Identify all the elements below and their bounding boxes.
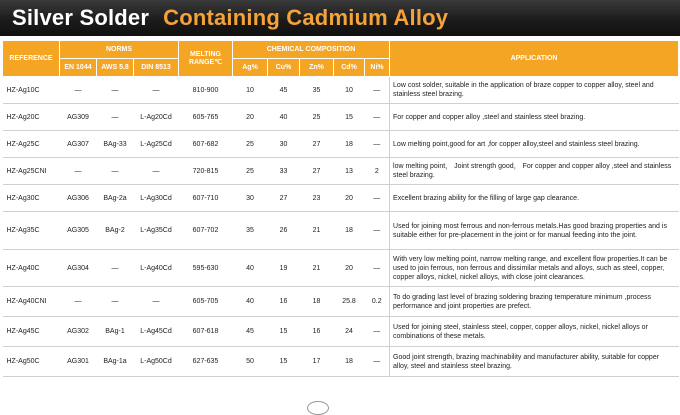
cell-application: low melting point， Joint strength good， For copper and copper alloy ,steel and stainless steel brazing. — [390, 158, 679, 185]
cell-cd: 18 — [334, 131, 365, 158]
cell-din-8513: L-Ag25Cd — [134, 131, 179, 158]
cell-aws-5-8: — — [97, 77, 134, 104]
cell-din-8513: L-Ag35Cd — [134, 212, 179, 250]
cell-cd: 18 — [334, 212, 365, 250]
header-cu-percent: Cu% — [268, 59, 300, 77]
cell-cd: 13 — [334, 158, 365, 185]
header-cd-percent: Cd% — [334, 59, 365, 77]
cell-aws-5-8: — — [97, 104, 134, 131]
cell-melting-range: 720-815 — [179, 158, 233, 185]
cell-din-8513: L-Ag30Cd — [134, 185, 179, 212]
cell-en-1044: AG309 — [60, 104, 97, 131]
cell-cu: 16 — [268, 287, 300, 317]
cell-din-8513: — — [134, 158, 179, 185]
cell-ag: 10 — [233, 77, 268, 104]
title-containing-cadmium-alloy: Containing Cadmium Alloy — [163, 5, 449, 30]
cell-zn: 25 — [300, 104, 334, 131]
cell-en-1044: AG302 — [60, 317, 97, 347]
cell-din-8513: L-Ag40Cd — [134, 250, 179, 287]
title-banner — [0, 0, 680, 36]
table-row — [3, 185, 679, 212]
table-row — [3, 104, 679, 131]
cell-ni: — — [365, 104, 390, 131]
cell-en-1044: AG301 — [60, 347, 97, 377]
table-row — [3, 250, 679, 287]
cell-melting-range: 605-765 — [179, 104, 233, 131]
title-silver-solder: Silver Solder — [12, 5, 150, 30]
cell-ag: 40 — [233, 287, 268, 317]
cell-cu: 19 — [268, 250, 300, 287]
header-en-1044: EN 1044 — [60, 59, 97, 77]
header-chemical-composition: CHEMICAL COMPOSITION — [233, 41, 390, 59]
cell-melting-range: 605-705 — [179, 287, 233, 317]
cell-aws-5-8: BAg-2a — [97, 185, 134, 212]
cell-cd: 24 — [334, 317, 365, 347]
header-ni-percent: Ni% — [365, 59, 390, 77]
alloy-specification-table — [2, 40, 679, 377]
cell-aws-5-8: BAg-33 — [97, 131, 134, 158]
cell-melting-range: 627-635 — [179, 347, 233, 377]
cell-cd: 18 — [334, 347, 365, 377]
cell-melting-range: 607-682 — [179, 131, 233, 158]
cell-zn: 27 — [300, 131, 334, 158]
cell-din-8513: — — [134, 77, 179, 104]
cell-din-8513: L-Ag50Cd — [134, 347, 179, 377]
cell-reference: HZ-Ag25CNI — [3, 158, 60, 185]
cell-zn: 23 — [300, 185, 334, 212]
cell-cu: 15 — [268, 347, 300, 377]
cell-melting-range: 810-900 — [179, 77, 233, 104]
cell-ni: — — [365, 131, 390, 158]
cell-cu: 26 — [268, 212, 300, 250]
cell-reference: HZ-Ag25C — [3, 131, 60, 158]
cell-cu: 45 — [268, 77, 300, 104]
cell-aws-5-8: BAg-1 — [97, 317, 134, 347]
cell-ni: — — [365, 347, 390, 377]
header-reference: REFERENCE — [3, 41, 60, 77]
cell-ni: — — [365, 317, 390, 347]
cell-en-1044: AG304 — [60, 250, 97, 287]
cell-zn: 21 — [300, 250, 334, 287]
cell-ag: 40 — [233, 250, 268, 287]
cell-ag: 30 — [233, 185, 268, 212]
cell-ag: 35 — [233, 212, 268, 250]
cell-melting-range: 607-702 — [179, 212, 233, 250]
cell-en-1044: — — [60, 287, 97, 317]
cell-application: Low melting point,good for art ,for copper alloy,steel and stainless steel brazing. — [390, 131, 679, 158]
cell-din-8513: — — [134, 287, 179, 317]
table-row — [3, 131, 679, 158]
cell-aws-5-8: — — [97, 250, 134, 287]
cell-ni: 0.2 — [365, 287, 390, 317]
cell-ag: 50 — [233, 347, 268, 377]
header-norms: NORMS — [60, 41, 179, 59]
table-row — [3, 287, 679, 317]
cell-melting-range: 607-618 — [179, 317, 233, 347]
cell-aws-5-8: — — [97, 287, 134, 317]
header-din-8513: DIN 8513 — [134, 59, 179, 77]
cell-din-8513: L-Ag45Cd — [134, 317, 179, 347]
cell-ni: — — [365, 212, 390, 250]
cell-zn: 18 — [300, 287, 334, 317]
bottom-circle-mark — [307, 401, 329, 415]
cell-reference: HZ-Ag40C — [3, 250, 60, 287]
cell-cd: 20 — [334, 185, 365, 212]
cell-zn: 17 — [300, 347, 334, 377]
cell-aws-5-8: BAg-1a — [97, 347, 134, 377]
cell-application: Excellent brazing ability for the filling of large gap clearance. — [390, 185, 679, 212]
cell-cd: 25.8 — [334, 287, 365, 317]
cell-en-1044: — — [60, 158, 97, 185]
cell-ni: 2 — [365, 158, 390, 185]
cell-melting-range: 595-630 — [179, 250, 233, 287]
cell-ag: 45 — [233, 317, 268, 347]
cell-cu: 15 — [268, 317, 300, 347]
cell-application: Used for joining steel, stainless steel, copper, copper alloys, nickel, nickel alloys or combinations of these metals. — [390, 317, 679, 347]
cell-reference: HZ-Ag35C — [3, 212, 60, 250]
cell-zn: 35 — [300, 77, 334, 104]
table-row — [3, 158, 679, 185]
cell-application: To do grading last level of brazing soldering brazing temperature minimum ,process performance and joint properties are prefect. — [390, 287, 679, 317]
cell-application: With very low melting point, narrow melting range, and excellent flow properties.It can be used to join ferrous, non ferrous and dissimilar metals and alloys, such as steel, copper, copper alloys, nickel, nickel alloys, with close joint clearances. — [390, 250, 679, 287]
header-aws-5-8: AWS 5.8 — [97, 59, 134, 77]
header-melting-range: MELTING RANGE℃ — [179, 41, 233, 77]
cell-reference: HZ-Ag45C — [3, 317, 60, 347]
cell-ag: 25 — [233, 131, 268, 158]
table-row — [3, 77, 679, 104]
cell-aws-5-8: — — [97, 158, 134, 185]
cell-ag: 25 — [233, 158, 268, 185]
header-ag-percent: Ag% — [233, 59, 268, 77]
cell-application: For copper and copper alloy ,steel and stainless steel brazing. — [390, 104, 679, 131]
cell-aws-5-8: BAg-2 — [97, 212, 134, 250]
cell-en-1044: AG306 — [60, 185, 97, 212]
cell-ni: — — [365, 77, 390, 104]
cell-cd: 20 — [334, 250, 365, 287]
cell-cd: 10 — [334, 77, 365, 104]
cell-zn: 16 — [300, 317, 334, 347]
cell-en-1044: AG305 — [60, 212, 97, 250]
cell-reference: HZ-Ag30C — [3, 185, 60, 212]
table-row — [3, 317, 679, 347]
cell-cu: 40 — [268, 104, 300, 131]
cell-ni: — — [365, 185, 390, 212]
cell-application: Good joint strength, brazing machinability and manufacturer ability, suitable for copper alloy, steel and stainless steel brazing. — [390, 347, 679, 377]
cell-cu: 27 — [268, 185, 300, 212]
table-row — [3, 212, 679, 250]
cell-application: Used for joining most ferrous and non-ferrous metals.Has good brazing properties and is suitable either for pre-placement in the joint or for manual feeding into the joint. — [390, 212, 679, 250]
cell-zn: 21 — [300, 212, 334, 250]
header-zn-percent: Zn% — [300, 59, 334, 77]
cell-cu: 33 — [268, 158, 300, 185]
cell-ag: 20 — [233, 104, 268, 131]
cell-ni: — — [365, 250, 390, 287]
cell-zn: 27 — [300, 158, 334, 185]
header-application: APPLICATION — [390, 41, 679, 77]
cell-reference: HZ-Ag10C — [3, 77, 60, 104]
cell-reference: HZ-Ag20C — [3, 104, 60, 131]
cell-en-1044: AG307 — [60, 131, 97, 158]
cell-din-8513: L-Ag20Cd — [134, 104, 179, 131]
cell-en-1044: — — [60, 77, 97, 104]
cell-melting-range: 607-710 — [179, 185, 233, 212]
cell-reference: HZ-Ag50C — [3, 347, 60, 377]
cell-application: Low cost solder, suitable in the application of braze copper to copper alloy, steel and stainless steel brazing. — [390, 77, 679, 104]
cell-cd: 15 — [334, 104, 365, 131]
cell-reference: HZ-Ag40CNI — [3, 287, 60, 317]
table-row — [3, 347, 679, 377]
cell-cu: 30 — [268, 131, 300, 158]
